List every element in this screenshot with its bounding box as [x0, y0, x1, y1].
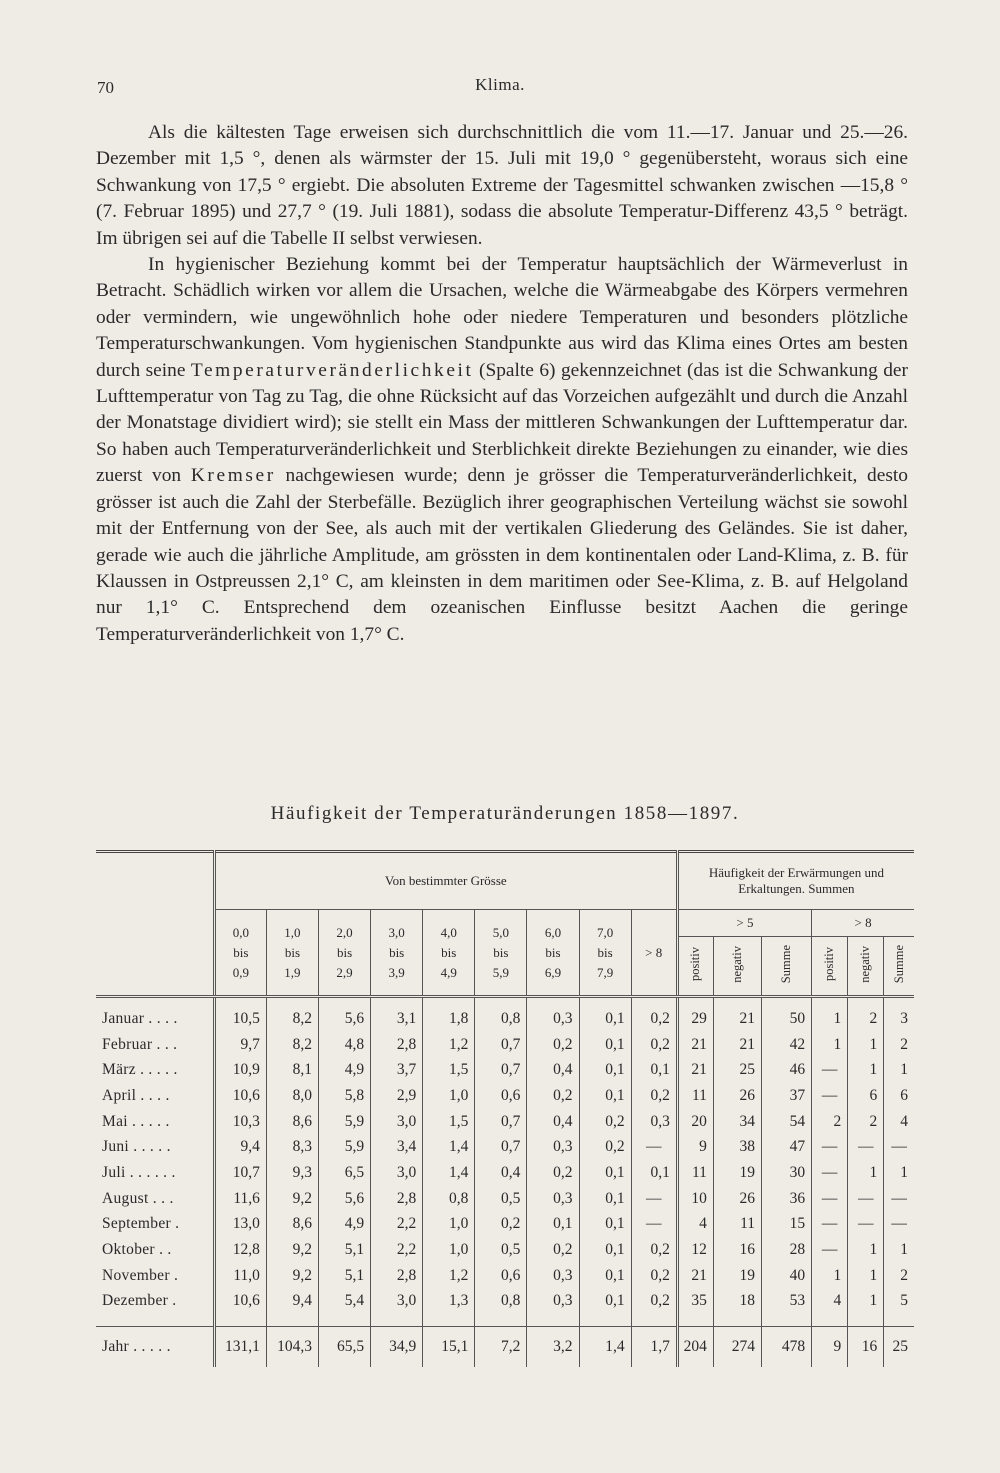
month-label: Juli . . . . . . [102, 1163, 176, 1181]
range-header: 6,0 bis 6,9 [527, 910, 579, 997]
table-cell: 0,2 [527, 1032, 579, 1058]
table-cell: 10,6 [214, 1289, 266, 1315]
paragraph-2: In hygienischer Beziehung kommt bei der Temperatur hauptsächlich der Wärmeverlust in Betracht. Schädlich wirken vor allem die Ursachen, welche die Wärmeabgabe des Körpers vermehren oder vermindern, wie ungewöhnlich hohe oder niedere Temperaturen und besonders plötzliche Temperaturschwankungen. Vom hygienischen Standpunkte aus wird das Klima eines Ortes am besten durch seine Temperaturveränderlichkeit (Spalte 6) gekennzeichnet (das ist die Schwankung der Lufttemperatur von Tag zu Tag, die ohne Rücksicht auf das Vorzeichen aufgezählt und durch die Anzahl der Monatstage dividiert wird); sie stellt ein Mass der mittleren Schwankungen der Lufttemperatur dar. So haben auch Temperaturveränderlichkeit und Sterblichkeit direkte Beziehungen zu einander, wie dies zuerst von Kremser nachgewiesen wurde; denn je grösser die Temperaturveränderlichkeit, desto grösser ist auch die Zahl der Sterbefälle. Bezüglich ihrer geographischen Verteilung wächst sie sowohl mit der Entfernung von der See, als auch mit der vertikalen Gliederung des Geländes. Sie ist daher, gerade wie auch die jährliche Amplitude, am grössten in dem kontinentalen oder Land-Klima, z. B. für Klaussen in Ostpreussen 2,1° C, am kleinsten in dem maritimen oder See-Klima, z. B. auf Helgoland nur 1,1° C. Entsprechend dem ozeanischen Einflusse besitzt Aachen die geringe Temperaturveränderlichkeit von 1,7° C. [96, 254, 908, 645]
table-cell: 5,8 [318, 1083, 370, 1109]
table-cell: 1 [848, 1057, 884, 1083]
table-cell: 0,1 [579, 1186, 631, 1212]
table-cell: 19 [713, 1160, 761, 1186]
table-row [96, 1237, 914, 1263]
table-cell: 9,2 [266, 1263, 318, 1289]
table-cell: 1 [848, 1160, 884, 1186]
emphasis-term: Temperaturveränderlichkeit [190, 359, 474, 381]
table-cell: 8,2 [266, 997, 318, 1032]
table-cell: 1,0 [423, 1212, 475, 1238]
table-cell: 3,0 [371, 1289, 423, 1315]
table-row [96, 1186, 914, 1212]
range-header-gt8: > 8 [631, 910, 677, 997]
table-cell: 29 [677, 997, 713, 1032]
table-cell: 6 [848, 1083, 884, 1109]
table-cell: 1,3 [423, 1289, 475, 1315]
table-cell: 3,0 [371, 1109, 423, 1135]
table-cell: — [812, 1212, 848, 1238]
table-row [96, 1212, 914, 1238]
table-cell: 0,2 [527, 1083, 579, 1109]
table-cell: 8,6 [266, 1109, 318, 1135]
table-cell: 3,2 [527, 1327, 579, 1368]
table-cell: 0,2 [475, 1212, 527, 1238]
sub-col-header: positiv [812, 937, 848, 997]
table-cell: 274 [713, 1327, 761, 1368]
table-cell: 0,8 [475, 997, 527, 1032]
table-cell: 3 [884, 997, 914, 1032]
table-cell: 0,1 [527, 1212, 579, 1238]
table-cell: 12 [677, 1237, 713, 1263]
group-header-frequency: Häufigkeit der Erwärmungen und Erkaltungen. Summen [677, 852, 914, 910]
month-label: April . . . . [102, 1086, 170, 1104]
table-cell: 34,9 [371, 1327, 423, 1368]
table-cell: 6 [884, 1083, 914, 1109]
table-cell: 0,3 [631, 1109, 677, 1135]
table-cell: 0,1 [631, 1160, 677, 1186]
table-cell: 13,0 [214, 1212, 266, 1238]
table-cell: 2,9 [371, 1083, 423, 1109]
sub-col-header: Summe [884, 937, 914, 997]
table-cell: 0,5 [475, 1186, 527, 1212]
table-cell: 21 [677, 1057, 713, 1083]
table-cell: 2,2 [371, 1237, 423, 1263]
table-cell: 5,1 [318, 1237, 370, 1263]
table-cell: 3,0 [371, 1160, 423, 1186]
month-label: Jahr . . . . . [96, 1327, 214, 1368]
table-cell: 50 [762, 997, 812, 1032]
table-cell: 0,3 [527, 1186, 579, 1212]
table-cell: 5,1 [318, 1263, 370, 1289]
table-cell: 25 [884, 1327, 914, 1368]
table-cell: 1 [812, 1032, 848, 1058]
table-cell: 2,8 [371, 1186, 423, 1212]
running-title: Klima. [475, 75, 525, 94]
table-cell: 9,7 [214, 1032, 266, 1058]
table-cell: 8,1 [266, 1057, 318, 1083]
table-cell: 9,2 [266, 1237, 318, 1263]
table-cell: 1 [884, 1160, 914, 1186]
table-cell: 0,1 [579, 1237, 631, 1263]
table-cell: 30 [762, 1160, 812, 1186]
table-cell: 0,1 [631, 1057, 677, 1083]
table-cell: 47 [762, 1134, 812, 1160]
month-label: Januar . . . . [102, 1009, 178, 1027]
table-cell: 10,9 [214, 1057, 266, 1083]
table-cell: 0,1 [579, 1263, 631, 1289]
table-cell: 1,0 [423, 1237, 475, 1263]
table-cell: 10,6 [214, 1083, 266, 1109]
table-cell: 1,5 [423, 1109, 475, 1135]
table-cell: 10,5 [214, 997, 266, 1032]
table-cell: 1 [848, 1289, 884, 1315]
table-cell: 7,2 [475, 1327, 527, 1368]
table-cell: 1,7 [631, 1327, 677, 1368]
table-cell: 28 [762, 1237, 812, 1263]
table-cell: 9,3 [266, 1160, 318, 1186]
table-cell: 131,1 [214, 1327, 266, 1368]
table-cell: 0,2 [631, 1263, 677, 1289]
table-cell: 9 [677, 1134, 713, 1160]
table-cell: 1 [812, 997, 848, 1032]
table-cell: 1,2 [423, 1032, 475, 1058]
table-cell: 21 [713, 1032, 761, 1058]
table-cell: 6,5 [318, 1160, 370, 1186]
table-cell: — [812, 1083, 848, 1109]
table-row [96, 1134, 914, 1160]
table-cell: 0,2 [579, 1134, 631, 1160]
table-cell: 8,2 [266, 1032, 318, 1058]
table-cell: 1 [848, 1263, 884, 1289]
table-cell: 19 [713, 1263, 761, 1289]
table-cell: 0,2 [631, 1289, 677, 1315]
table-cell: 5,6 [318, 1186, 370, 1212]
table-cell: 1 [848, 1032, 884, 1058]
table-cell: 11,6 [214, 1186, 266, 1212]
table-cell: 0,7 [475, 1057, 527, 1083]
table-cell: 21 [677, 1032, 713, 1058]
table-cell: 4 [884, 1109, 914, 1135]
table-cell: 1,2 [423, 1263, 475, 1289]
table-cell: 3,7 [371, 1057, 423, 1083]
table-row [96, 1160, 914, 1186]
table-cell: 42 [762, 1032, 812, 1058]
month-label: Februar . . . [102, 1035, 178, 1053]
table-cell: 0,2 [527, 1237, 579, 1263]
table-title: Häufigkeit der Temperaturänderungen 1858—1897. [270, 803, 740, 824]
table-cell: 54 [762, 1109, 812, 1135]
page-number: 70 [97, 78, 114, 97]
table-cell: 104,3 [266, 1327, 318, 1368]
range-header: 5,0 bis 5,9 [475, 910, 527, 997]
table-cell: 0,3 [527, 997, 579, 1032]
table-cell: 5,6 [318, 997, 370, 1032]
table-cell: 5,9 [318, 1109, 370, 1135]
table-cell: 9,4 [214, 1134, 266, 1160]
table-row [96, 1109, 914, 1135]
table-cell: 1 [884, 1237, 914, 1263]
table-cell: 204 [677, 1327, 713, 1368]
emphasis-name: Kremser [190, 465, 276, 487]
table-cell: 10 [677, 1186, 713, 1212]
table-row [96, 1263, 914, 1289]
table-cell: 25 [713, 1057, 761, 1083]
month-label: Juni . . . . . [102, 1138, 171, 1156]
table-cell: 4,9 [318, 1057, 370, 1083]
table-cell: 0,1 [579, 1289, 631, 1315]
table-cell: — [884, 1212, 914, 1238]
table-cell: 0,4 [527, 1057, 579, 1083]
table-cell: 10,7 [214, 1160, 266, 1186]
table-cell: 16 [848, 1327, 884, 1368]
table-cell: 12,8 [214, 1237, 266, 1263]
table-row [96, 997, 914, 1032]
table-cell: 0,8 [475, 1289, 527, 1315]
table-cell: — [848, 1186, 884, 1212]
table-cell: 2 [884, 1032, 914, 1058]
table-cell: 16 [713, 1237, 761, 1263]
table-cell: 0,3 [527, 1263, 579, 1289]
month-label: November . [102, 1266, 179, 1284]
table-cell: 20 [677, 1109, 713, 1135]
table-cell: 9,4 [266, 1289, 318, 1315]
table-cell: 2,2 [371, 1212, 423, 1238]
table-cell: 8,6 [266, 1212, 318, 1238]
table-cell: 0,3 [527, 1289, 579, 1315]
range-header: 4,0 bis 4,9 [423, 910, 475, 997]
table-cell: 2,8 [371, 1263, 423, 1289]
table-cell: 21 [713, 997, 761, 1032]
table-cell: 2 [884, 1263, 914, 1289]
table-cell: 38 [713, 1134, 761, 1160]
month-label: August . . . [102, 1189, 174, 1207]
table-cell: 11 [677, 1083, 713, 1109]
table-cell: 9,2 [266, 1186, 318, 1212]
table-cell: 4,8 [318, 1032, 370, 1058]
month-label: März . . . . . [102, 1061, 178, 1079]
table-cell: 4 [677, 1212, 713, 1238]
month-label: September . [102, 1215, 180, 1233]
table-cell: 40 [762, 1263, 812, 1289]
sub-col-header: negativ [848, 937, 884, 997]
table-cell: 11,0 [214, 1263, 266, 1289]
table-cell: — [812, 1186, 848, 1212]
table-cell: 1,0 [423, 1083, 475, 1109]
month-label: Dezember . [102, 1292, 177, 1310]
table-cell: — [631, 1212, 677, 1238]
table-cell: 0,2 [631, 997, 677, 1032]
table-cell: 9 [812, 1327, 848, 1368]
table-cell: 0,2 [631, 1237, 677, 1263]
table-cell: — [631, 1134, 677, 1160]
table-cell: 5,9 [318, 1134, 370, 1160]
body-text [96, 120, 908, 648]
table-cell: — [812, 1134, 848, 1160]
table-cell: 35 [677, 1289, 713, 1315]
range-header: 3,0 bis 3,9 [371, 910, 423, 997]
table-cell: 0,1 [579, 1057, 631, 1083]
table-cell: 8,0 [266, 1083, 318, 1109]
table-cell: 5 [884, 1289, 914, 1315]
table-cell: 0,6 [475, 1083, 527, 1109]
table-row [96, 1032, 914, 1058]
sub-col-header: positiv [677, 937, 713, 997]
subgroup-gt5: > 5 [677, 910, 811, 937]
table-cell: 0,1 [579, 1160, 631, 1186]
table-cell: 0,7 [475, 1134, 527, 1160]
table-cell: 1,8 [423, 997, 475, 1032]
range-header: 1,0 bis 1,9 [266, 910, 318, 997]
table-cell: 2 [848, 997, 884, 1032]
table-cell: 478 [762, 1327, 812, 1368]
table-cell: 26 [713, 1186, 761, 1212]
table-cell: 0,5 [475, 1237, 527, 1263]
table-cell: — [884, 1134, 914, 1160]
table-cell: 0,2 [631, 1032, 677, 1058]
table-cell: 0,1 [579, 1212, 631, 1238]
table-cell: 65,5 [318, 1327, 370, 1368]
table-cell: 36 [762, 1186, 812, 1212]
table-cell: 21 [677, 1263, 713, 1289]
table-cell: 15,1 [423, 1327, 475, 1368]
table-cell: 1 [812, 1263, 848, 1289]
paragraph-1: Als die kältesten Tage erweisen sich durchschnittlich die vom 11.—17. Januar und 25.—26. Dezember mit 1,5 °, denen als wärmster der 15. Juli mit 19,0 ° gegenübersteht, woraus sich eine Schwankung von 17,5 ° ergiebt. Die absoluten Extreme der Tagesmittel schwanken zwischen —15,8 ° (7. Februar 1895) und 27,7 ° (19. Juli 1881), sodass die absolute Temperatur-Differenz 43,5 ° beträgt. Im übrigen sei auf die Tabelle II selbst verwiesen. [96, 122, 908, 249]
table-cell: 0,4 [527, 1109, 579, 1135]
table-cell: — [884, 1186, 914, 1212]
table-cell: 34 [713, 1109, 761, 1135]
table-cell: 0,1 [579, 1083, 631, 1109]
table-cell: 37 [762, 1083, 812, 1109]
table-cell: 2 [812, 1109, 848, 1135]
frequency-table [96, 850, 914, 1367]
range-header: 7,0 bis 7,9 [579, 910, 631, 997]
range-header: 0,0 bis 0,9 [214, 910, 266, 997]
table-row [96, 1083, 914, 1109]
table-cell: 5,4 [318, 1289, 370, 1315]
table-cell: 15 [762, 1212, 812, 1238]
subgroup-gt8: > 8 [812, 910, 914, 937]
table-cell: 0,2 [579, 1109, 631, 1135]
table-row [96, 1289, 914, 1315]
table-cell: 0,1 [579, 997, 631, 1032]
table-cell: 0,7 [475, 1032, 527, 1058]
table-cell: 0,8 [423, 1186, 475, 1212]
table-cell: — [848, 1134, 884, 1160]
table-cell: 1,4 [423, 1134, 475, 1160]
table-cell: 0,2 [631, 1083, 677, 1109]
table-cell: 1,5 [423, 1057, 475, 1083]
table-cell: 8,3 [266, 1134, 318, 1160]
table-cell: 11 [677, 1160, 713, 1186]
table-cell: 3,4 [371, 1134, 423, 1160]
table-row [96, 1057, 914, 1083]
table-cell: 1 [884, 1057, 914, 1083]
table-cell: 53 [762, 1289, 812, 1315]
month-label: Mai . . . . . [102, 1112, 170, 1130]
month-label: Oktober . . [102, 1241, 172, 1259]
sub-col-header: negativ [713, 937, 761, 997]
table-cell: 3,1 [371, 997, 423, 1032]
table-cell: 0,4 [475, 1160, 527, 1186]
range-header: 2,0 bis 2,9 [318, 910, 370, 997]
table-cell: 1 [848, 1237, 884, 1263]
table-cell: 10,3 [214, 1109, 266, 1135]
table-cell: 4 [812, 1289, 848, 1315]
table-cell: 46 [762, 1057, 812, 1083]
table-cell: 2 [848, 1109, 884, 1135]
table-cell: 18 [713, 1289, 761, 1315]
table-cell: 11 [713, 1212, 761, 1238]
table-cell: 1,4 [423, 1160, 475, 1186]
table-cell: 0,2 [527, 1160, 579, 1186]
total-row [96, 1327, 914, 1368]
table-cell: 0,6 [475, 1263, 527, 1289]
table-cell: — [812, 1057, 848, 1083]
table-cell: 0,1 [579, 1032, 631, 1058]
table-cell: — [812, 1237, 848, 1263]
table-cell: 4,9 [318, 1212, 370, 1238]
table-cell: — [848, 1212, 884, 1238]
sub-col-header: Summe [762, 937, 812, 997]
table-cell: 2,8 [371, 1032, 423, 1058]
table-cell: 26 [713, 1083, 761, 1109]
table-cell: — [812, 1160, 848, 1186]
table-cell: — [631, 1186, 677, 1212]
group-header-size: Von bestimmter Grösse [214, 852, 677, 910]
table-cell: 0,7 [475, 1109, 527, 1135]
table-cell: 1,4 [579, 1327, 631, 1368]
table-cell: 0,3 [527, 1134, 579, 1160]
